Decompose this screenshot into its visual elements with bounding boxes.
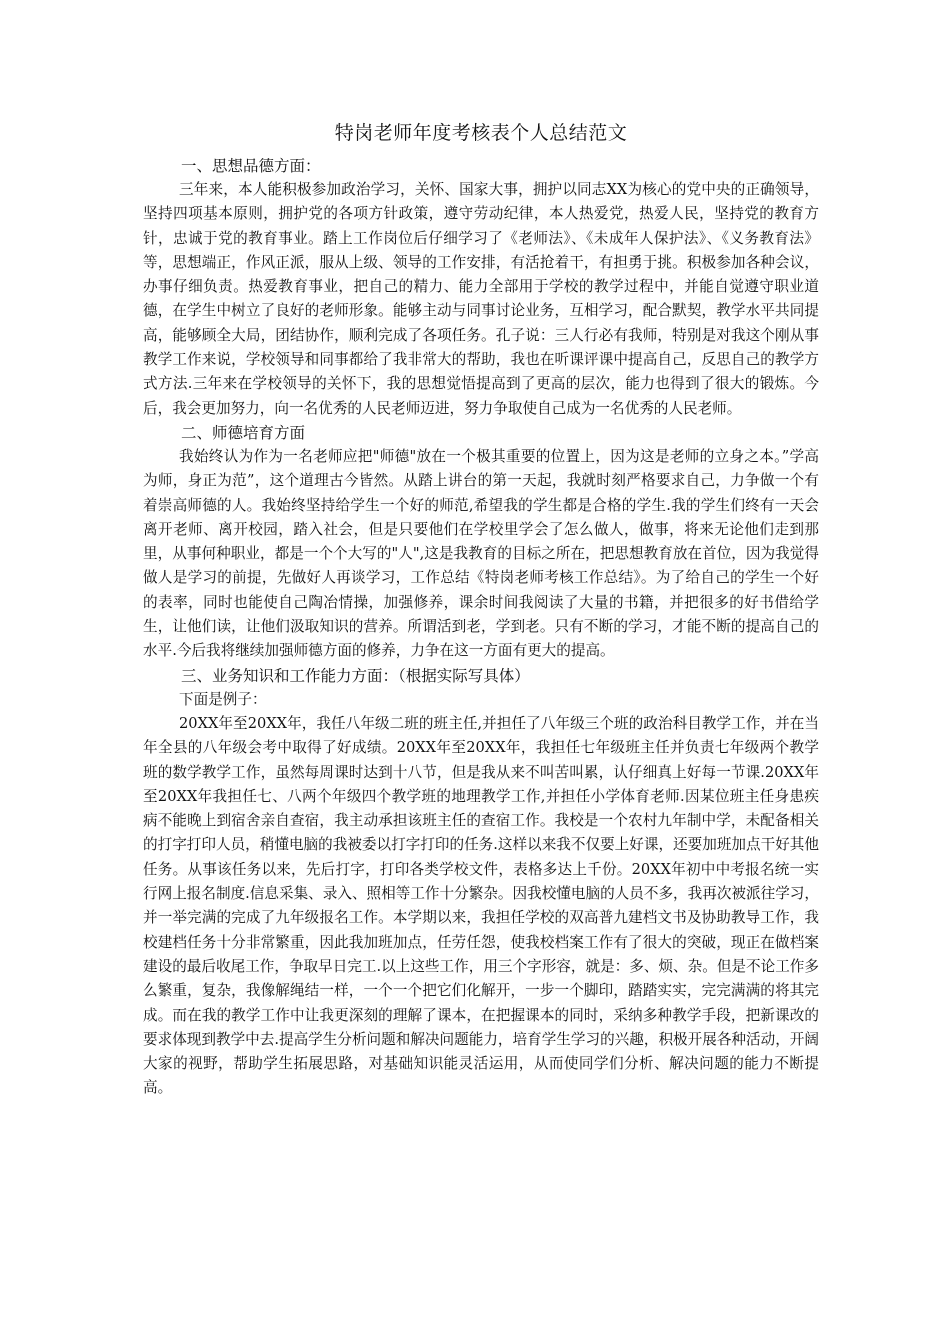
section-heading: 三、业务知识和工作能力方面：（根据实际写具体） [181,666,530,685]
section-moral-character [143,154,819,421]
section-teacher-ethics [143,421,819,664]
section-professional-ability [143,664,819,1101]
document-page [143,120,819,1101]
document-title: 特岗老师年度考核表个人总结范文 [334,122,628,144]
section-paragraph: 我始终认为作为一名老师应把"师德"放在一个极其重要的位置上，因为这是老师的立身之本。”学高为师，身正为范”，这个道理古今皆然。从踏上讲台的第一天起，我就时刻严格要求自己，力争做一个有着崇高师德的人。我始终坚持给学生一个好的师范,希望我的学生都是合格的学生.我的学生们终有一天会离开老师、离开校园，踏入社会，但是只要他们在学校里学会了怎么做人，做事，将来无论他们走到那里，从事何种职业，都是一个个大写的"人",这是我教育的目标之所在，把思想教育放在首位，因为我觉得做人是学习的前提，先做好人再谈学习，工作总结《特岗老师考核工作总结》。为了给自己的学生一个好的表率，同时也能使自己陶冶情操，加强修养，课余时间我阅读了大量的书籍，并把很多的好书借给学生，让他们读，让他们汲取知识的营养。所谓活到老，学到老。只有不断的学习，才能不断的提高自己的水平.今后我将继续加强师德方面的修养，力争在这一方面有更大的提高。 [143,447,819,660]
section-paragraph: 三年来，本人能积极参加政治学习，关怀、国家大事，拥护以同志XX为核心的党中央的正确领导，坚持四项基本原则，拥护党的各项方针政策，遵守劳动纪律，本人热爱党，热爱人民，坚持党的教育方针，忠诚于党的教育事业。踏上工作岗位后仔细学习了《老师法》、《未成年人保护法》、《义务教育法》等，思想端正，作风正派，服从上级、领导的工作安排，有活抢着干，有担勇于挑。积极参加各种会议，办事仔细负责。热爱教育事业，把自己的精力、能力全部用于学校的教学过程中，并能自觉遵守职业道德，在学生中树立了良好的老师形象。能够主动与同事讨论业务，互相学习，配合默契，教学水平共同提高，能够顾全大局，团结协作，顺利完成了各项任务。孔子说：三人行必有我师，特别是对我这个刚从事教学工作来说，学校领导和同事都给了我非常大的帮助，我也在听课评课中提高自己，反思自己的教学方式方法.三年来在学校领导的关怀下，我的思想觉悟提高到了更高的层次，能力也得到了很大的锻炼。今后，我会更加努力，向一名优秀的人民老师迈进，努力争取使自己成为一名优秀的人民老师。 [143,181,819,417]
section-heading: 一、思想品德方面： [181,157,321,175]
section-paragraph: 20XX年至20XX年，我任八年级二班的班主任,并担任了八年级三个班的政治科目教学工作，并在当年全县的八年级会考中取得了好成绩。20XX年至20XX年，我担任七年级班主任并负责七年级两个教学班的数学教学工作，虽然每周课时达到十八节，但是我从来不叫苦叫累，认仔细真上好每一节课.20XX年至20XX年我担任七、八两个年级四个教学班的地理教学工作,并担任小学体育老师.因某位班主任身患疾病不能晚上到宿舍亲自查宿，我主动承担该班主任的查宿工作。我校是一个农村九年制中学，未配备相关的打字打印人员，稍懂电脑的我被委以打字打印的任务.这样以来我不仅要上好课，还要加班加点干好其他任务。从事该任务以来，先后打字，打印各类学校文件，表格多达上千份。20XX年初中中考报名统一实行网上报名制度.信息采集、录入、照相等工作十分繁杂。因我校懂电脑的人员不多，我再次被派往学习，并一举完满的完成了九年级报名工作。本学期以来，我担任学校的双高普九建档文书及协助教导工作，我校建档任务十分非常繁重，因此我加班加点，任劳任怨，使我校档案工作有了很大的突破，现正在做档案建设的最后收尾工作，争取早日完工.以上这些工作，用三个字形容，就是：多、烦、杂。但是不论工作多么繁重，复杂，我像解绳结一样，一个一个把它们化解开，一步一个脚印，踏踏实实，完完满满的将其完成。而在我的教学工作中让我更深刻的理解了课本，在把握课本的同时，采纳多种教学手段，把新课改的要求体现到教学中去.提高学生分析问题和解决问题能力，培育学生学习的兴趣，积极开展各种活动，开阔大家的视野，帮助学生拓展思路，对基础知识能灵活运用，从而使同学们分析、解决问题的能力不断提高。 [143,714,819,1097]
section-heading: 二、师德培育方面 [181,423,306,442]
example-intro: 下面是例子： [179,690,267,708]
